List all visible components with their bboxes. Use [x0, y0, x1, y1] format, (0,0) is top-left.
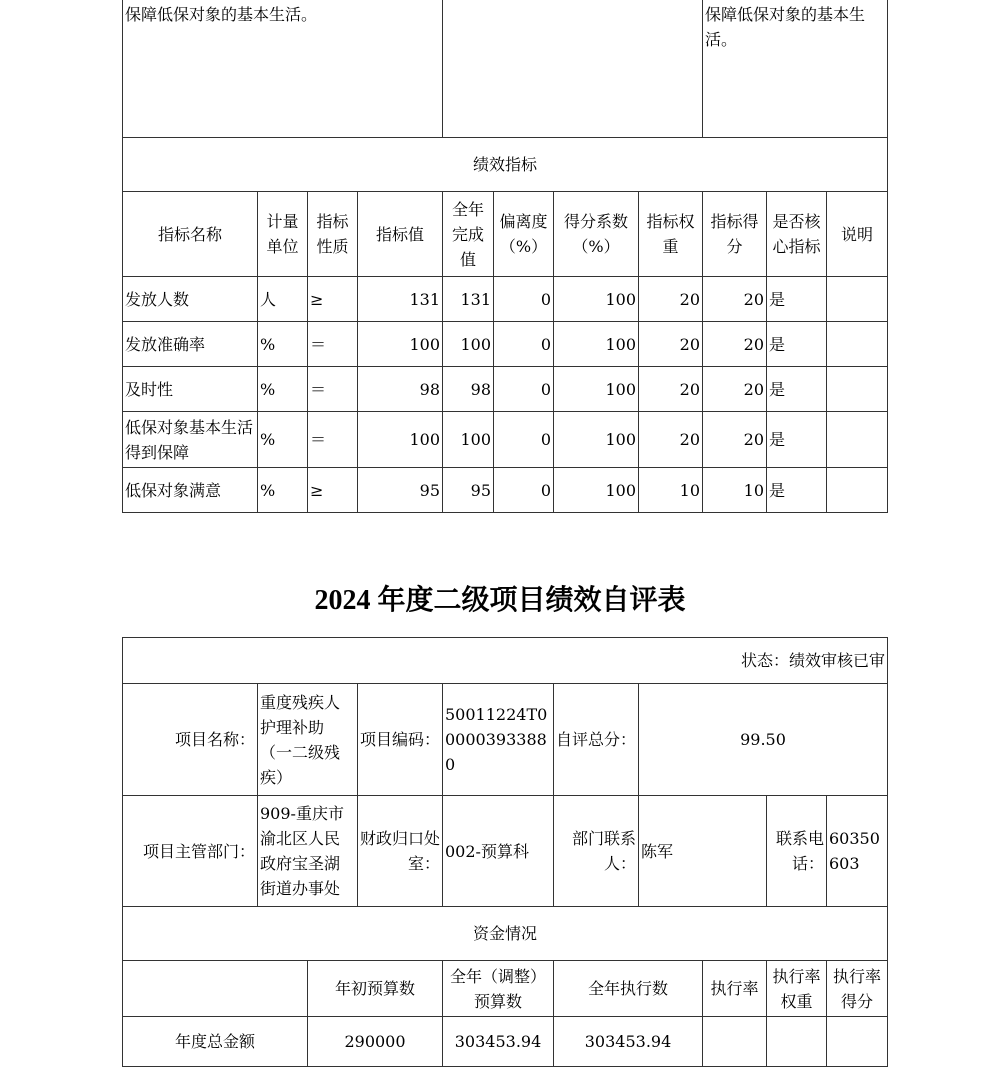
table-cell: % [258, 367, 308, 412]
table-cell: 及时性 [123, 367, 258, 412]
table-cell: ≥ [308, 277, 358, 322]
table-cell: 人 [258, 277, 308, 322]
funds-cell [703, 1017, 767, 1067]
table-cell: ＝ [308, 412, 358, 468]
table-cell: 100 [554, 412, 639, 468]
table-cell: 100 [358, 412, 443, 468]
goal-cell: 保障低保对象的基本生活。 [123, 0, 443, 138]
contact-person: 陈军 [639, 796, 767, 907]
section-heading: 资金情况 [123, 907, 888, 961]
table-cell: 发放准确率 [123, 322, 258, 367]
label: 项目编码： [358, 684, 443, 796]
funds-cell: 290000 [308, 1017, 443, 1067]
column-header: 是否核心指标 [767, 192, 827, 277]
table-cell [827, 412, 888, 468]
table-cell: 95 [358, 468, 443, 513]
table-cell [827, 367, 888, 412]
table-cell: 低保对象满意 [123, 468, 258, 513]
performance-table [122, 0, 888, 513]
table-cell [827, 277, 888, 322]
table-cell: 0 [494, 468, 554, 513]
table-cell: 100 [443, 412, 494, 468]
table-cell: ＝ [308, 322, 358, 367]
column-header: 说明 [827, 192, 888, 277]
table-cell: 100 [554, 322, 639, 367]
table-row [123, 367, 888, 412]
table-row [123, 322, 888, 367]
funds-cell: 303453.94 [554, 1017, 703, 1067]
table-cell: 0 [494, 322, 554, 367]
table-cell: 131 [443, 277, 494, 322]
table-cell: 20 [703, 367, 767, 412]
column-header: 计量单位 [258, 192, 308, 277]
table-cell [827, 468, 888, 513]
table-cell: 0 [494, 277, 554, 322]
table-cell: ＝ [308, 367, 358, 412]
funds-header: 执行率得分 [827, 961, 888, 1017]
column-header: 全年完成值 [443, 192, 494, 277]
table-cell: 98 [443, 367, 494, 412]
table-cell: 是 [767, 367, 827, 412]
table-cell: 发放人数 [123, 277, 258, 322]
funds-header: 执行率权重 [767, 961, 827, 1017]
table-cell: 低保对象基本生活得到保障 [123, 412, 258, 468]
table-cell: 100 [554, 468, 639, 513]
project-name: 重度残疾人护理补助（一二级残疾） [258, 684, 358, 796]
table-cell: 95 [443, 468, 494, 513]
table-row [123, 468, 888, 513]
funds-cell: 303453.94 [443, 1017, 554, 1067]
column-header: 指标权重 [639, 192, 703, 277]
table-cell: 是 [767, 322, 827, 367]
table-cell: 20 [639, 412, 703, 468]
column-header: 指标名称 [123, 192, 258, 277]
funds-header: 执行率 [703, 961, 767, 1017]
table-cell: % [258, 412, 308, 468]
label: 项目名称： [123, 684, 258, 796]
table-cell: 100 [358, 322, 443, 367]
column-header: 偏离度（%） [494, 192, 554, 277]
project-code: 50011224T000003933880 [443, 684, 554, 796]
table-cell: 0 [494, 412, 554, 468]
table-cell: 20 [703, 412, 767, 468]
total-score: 99.50 [639, 684, 888, 796]
funds-cell [827, 1017, 888, 1067]
table-cell: 是 [767, 412, 827, 468]
table-cell: 10 [703, 468, 767, 513]
funds-header: 全年（调整）预算数 [443, 961, 554, 1017]
table-row [123, 277, 888, 322]
table-cell: 20 [703, 322, 767, 367]
label: 项目主管部门： [123, 796, 258, 907]
column-header: 指标得分 [703, 192, 767, 277]
department: 909-重庆市渝北区人民政府宝圣湖街道办事处 [258, 796, 358, 907]
table-cell: 100 [443, 322, 494, 367]
status-text: 状态：绩效审核已审 [123, 638, 888, 684]
funds-header: 年初预算数 [308, 961, 443, 1017]
column-header: 得分系数（%） [554, 192, 639, 277]
label: 部门联系人： [554, 796, 639, 907]
finance-office: 002-预算科 [443, 796, 554, 907]
table-cell: 10 [639, 468, 703, 513]
table-cell: 100 [554, 367, 639, 412]
table-cell: 是 [767, 468, 827, 513]
table-cell: 20 [639, 277, 703, 322]
label: 财政归口处室： [358, 796, 443, 907]
funds-header [123, 961, 308, 1017]
column-header: 指标值 [358, 192, 443, 277]
table-cell [827, 322, 888, 367]
table-cell: 20 [639, 322, 703, 367]
section-heading: 绩效指标 [123, 138, 888, 192]
label: 联系电话： [767, 796, 827, 907]
page-title: 2024 年度二级项目绩效自评表 [314, 585, 686, 616]
table-cell: 20 [639, 367, 703, 412]
table-cell: 98 [358, 367, 443, 412]
label: 自评总分： [554, 684, 639, 796]
goal-cell: 保障低保对象的基本生活。 [703, 0, 888, 138]
funds-cell [767, 1017, 827, 1067]
goal-cell [443, 0, 703, 138]
table-cell: 100 [554, 277, 639, 322]
phone: 60350603 [827, 796, 888, 907]
self-evaluation-form [122, 637, 888, 1067]
table-cell: 131 [358, 277, 443, 322]
table-cell: % [258, 468, 308, 513]
table-cell: 0 [494, 367, 554, 412]
table-row [123, 412, 888, 468]
column-header: 指标性质 [308, 192, 358, 277]
funds-cell: 年度总金额 [123, 1017, 308, 1067]
table-cell: 20 [703, 277, 767, 322]
table-cell: % [258, 322, 308, 367]
table-cell: 是 [767, 277, 827, 322]
table-cell: ≥ [308, 468, 358, 513]
funds-header: 全年执行数 [554, 961, 703, 1017]
